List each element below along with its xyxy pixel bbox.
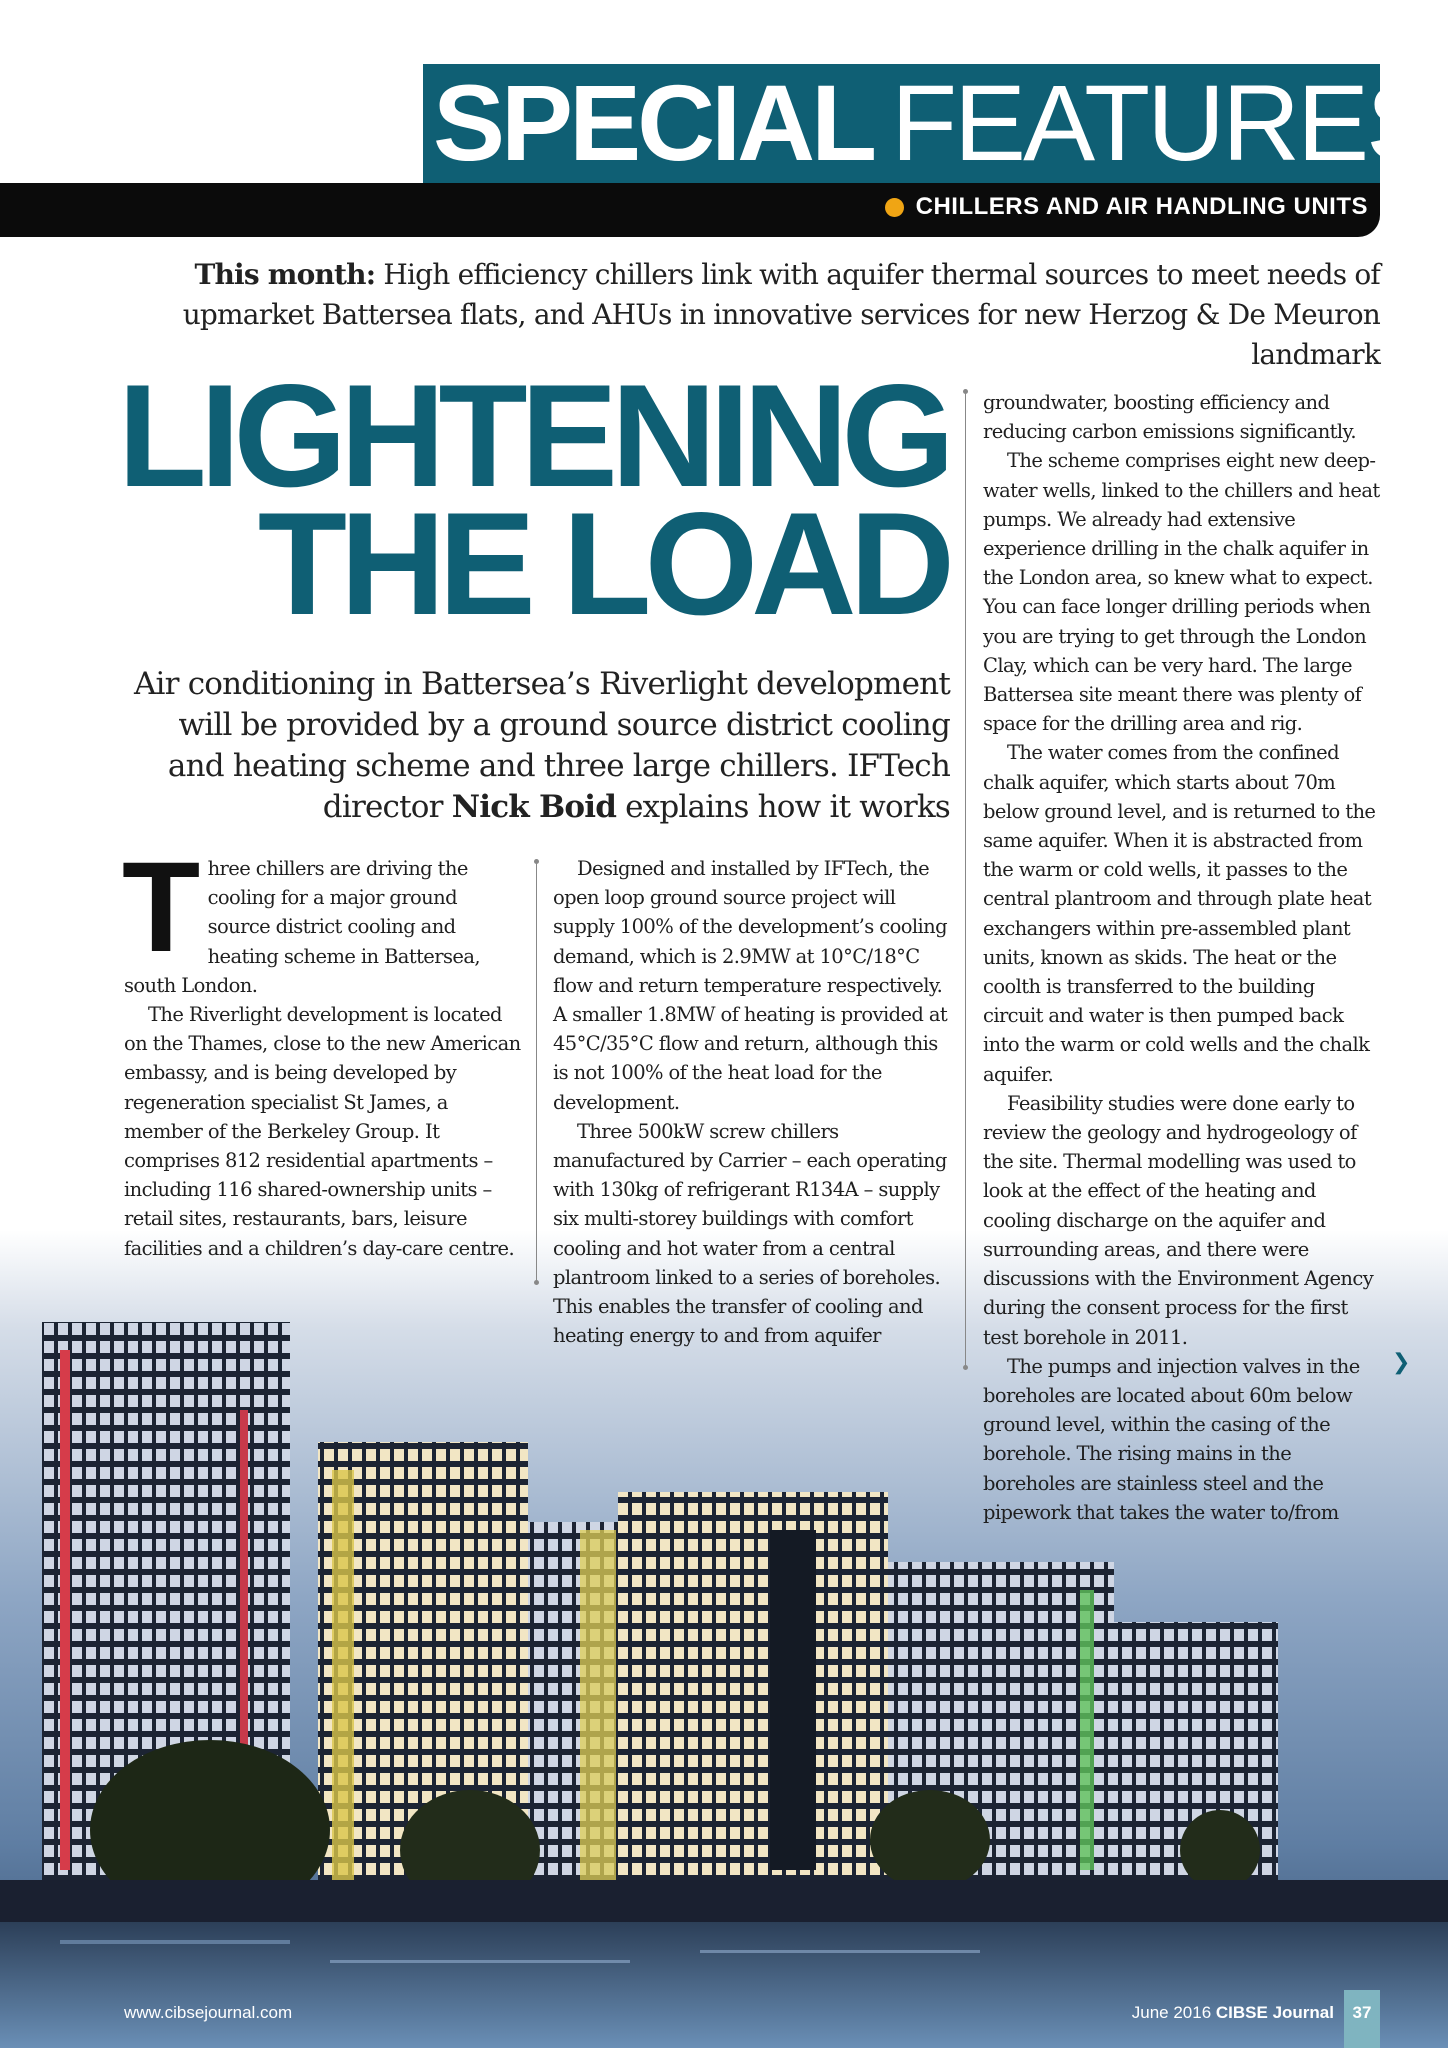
paragraph: The pumps and injection valves in the boreholes are located about 60m below ground level, within the casing of the borehole. The rising mains in the boreholes are stainless steel and the pipework that takes the water to/from	[983, 1354, 1360, 1524]
paragraph: Feasibility studies were done early to review the geology and hydrogeology of the site. Thermal modelling was used to look at the effect of the heating and cooling discharge on the aquifer and surrounding areas, and there were discussions with the Environment Agency during the consent process for the first test borehole in 2011.	[983, 1091, 1374, 1349]
section-label	[885, 193, 1368, 221]
footer-journal: CIBSE Journal	[1215, 2003, 1334, 2022]
standfirst	[120, 664, 950, 828]
paragraph: groundwater, boosting efficiency and reducing carbon emissions significantly.	[983, 391, 1356, 444]
drop-cap: T	[122, 836, 200, 979]
masthead-features: FEATURES	[891, 62, 1436, 183]
page-number: 37	[1352, 2003, 1372, 2022]
intro-text: High efficiency chillers link with aquifer thermal sources to meet needs of upmarket Battersea flats, and AHUs in innovative services for new Herzog & De Meuron landmark	[182, 258, 1380, 371]
footer-date: June 2016	[1131, 2003, 1212, 2022]
paragraph: hree chillers are driving the cooling for a major ground source district cooling and heating scheme in Battersea, south London.	[124, 857, 480, 997]
paragraph: The water comes from the confined chalk aquifer, which starts about 70m below ground level, and is returned to the same aquifer. When it is abstracted from the warm or cold wells, it passes to the central plantroom and through plate heat exchangers within pre-assembled plant units, known as skids. The heat or the coolth is transferred to the building circuit and water is then pumped back into the warm or cold wells and the chalk aquifer.	[983, 741, 1376, 1086]
standfirst-text: Air conditioning in Battersea’s Riverlight development will be provided by a ground source district cooling and heating scheme and three large chillers. IFTech director	[133, 666, 950, 825]
headline-line-1: LIGHTENING	[117, 354, 948, 517]
tower-4	[618, 1492, 888, 1880]
author-name: Nick Boid	[451, 789, 617, 825]
masthead-title	[433, 62, 1435, 184]
body-column-2	[553, 854, 949, 1350]
chevron-right-icon: ❯	[1392, 1350, 1411, 1375]
headline-line-2: THE LOAD	[257, 482, 948, 645]
article-headline	[117, 354, 948, 645]
masthead-special: SPECIAL	[433, 62, 874, 183]
section-label-text: CHILLERS AND AIR HANDLING UNITS	[915, 193, 1368, 220]
paragraph: Three 500kW screw chillers manufactured by Carrier – each operating with 130kg of refrigerant R134A – supply six multi-storey buildings with comfort cooling and hot water from a central plantroom linked to a series of boreholes. This enables the transfer of cooling and heating energy to and from aquifer	[553, 1119, 947, 1348]
orange-dot-icon	[885, 198, 904, 217]
paragraph: Designed and installed by IFTech, the open loop ground source project will supply 100% of the development’s cooling demand, which is 2.9MW at 10°C/18°C flow and return temperature respectively. A smaller 1.8MW of heating is provided at 45°C/35°C flow and return, although this is not 100% of the heat load for the development.	[553, 857, 948, 1114]
body-column-1	[122, 836, 524, 1263]
column-divider	[536, 862, 537, 1282]
paragraph: The Riverlight development is located on the Thames, close to the new American embassy, and is being developed by regeneration specialist St James, a member of the Berkeley Group. It comprises 812 residential apartments – including 116 shared-ownership units – retail sites, restaurants, bars, leisure facilities and a children’s day-care centre.	[124, 1003, 521, 1260]
paragraph: The scheme comprises eight new deep-water wells, linked to the chillers and heat pumps. We already had extensive experience drilling in the chalk aquifer in the London area, so knew what to expect. You can face longer drilling periods when you are trying to get through the London Clay, which can be very hard. The large Battersea site meant there was plenty of space for the drilling area and rig.	[983, 449, 1380, 736]
footer-issue	[1132, 2003, 1334, 2023]
footer-url[interactable]: www.cibsejournal.com	[124, 2003, 293, 2022]
standfirst-tail: explains how it works	[616, 789, 950, 825]
column-divider	[965, 392, 966, 1367]
intro-lead: This month:	[194, 258, 376, 291]
body-column-3	[983, 388, 1380, 1527]
